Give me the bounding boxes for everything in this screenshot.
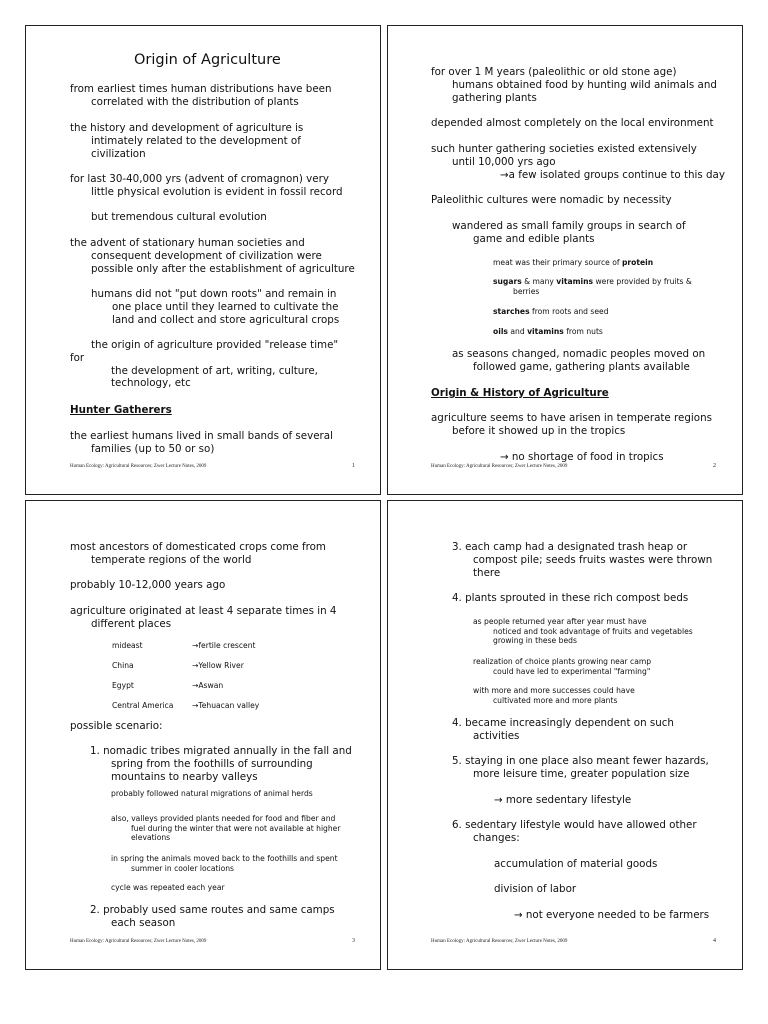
paragraph: division of labor: [494, 883, 577, 895]
paragraph: wandered as small family groups in search of game and edible plants: [452, 220, 686, 245]
numbered-point: 5. staying in one place also meant fewer hazards, more leisure time, greater population size: [452, 755, 709, 780]
paragraph: agriculture originated at least 4 separate times in 4 different places: [70, 605, 337, 630]
slide-footer: Human Ecology: Agricultural Resources; Zwer Lecture Notes, 2009: [70, 464, 207, 469]
sub-point: probably followed natural migrations of animal herds: [111, 789, 313, 798]
paragraph: for last 30-40,000 yrs (advent of cromagnon) very little physical evolution is evident in fossil record: [70, 173, 343, 198]
place-region: mideast: [112, 641, 143, 650]
numbered-point: 4. became increasingly dependent on such activities: [452, 717, 674, 742]
paragraph: → more sedentary lifestyle: [494, 794, 632, 806]
slide-footer: Human Ecology: Agricultural Resources; Zwer Lecture Notes, 2009: [431, 464, 568, 469]
sub-point: also, valleys provided plants needed for food and fiber and fuel during the winter that were not available at higher elevations: [111, 814, 341, 843]
paragraph: accumulation of material goods: [494, 858, 658, 870]
paragraph: possible scenario:: [70, 720, 163, 732]
paragraph: → no shortage of food in tropics: [500, 451, 664, 463]
numbered-point: 6. sedentary lifestyle would have allowed other changes:: [452, 819, 697, 844]
place-site: →Aswan: [192, 681, 224, 690]
sub-point: sugars & many vitamins were provided by fruits & berries: [493, 277, 692, 296]
paragraph: from earliest times human distributions have been correlated with the distribution of plants: [70, 83, 332, 108]
slide-4: [387, 500, 743, 970]
paragraph: Paleolithic cultures were nomadic by necessity: [431, 194, 672, 206]
place-region: Central America: [112, 701, 174, 710]
page-number: 1: [352, 463, 355, 469]
paragraph: for over 1 M years (paleolithic or old stone age) humans obtained food by hunting wild animals and gathering plants: [431, 66, 717, 104]
paragraph: → not everyone needed to be farmers: [514, 909, 710, 921]
numbered-point: 1. nomadic tribes migrated annually in the fall and spring from the foothills of surrounding mountains to nearby valleys: [90, 745, 352, 783]
sub-point: in spring the animals moved back to the foothills and spent summer in cooler locations: [111, 854, 338, 873]
paragraph: probably 10-12,000 years ago: [70, 579, 226, 591]
place-region: Egypt: [112, 681, 134, 690]
page-number: 2: [713, 463, 716, 469]
sub-point: meat was their primary source of protein: [493, 258, 654, 267]
sub-point: with more and more successes could have cultivated more and more plants: [473, 686, 635, 705]
place-site: →Tehuacan valley: [192, 701, 260, 710]
place-site: →Yellow River: [192, 661, 244, 670]
page-number: 3: [352, 938, 355, 944]
numbered-point: 2. probably used same routes and same camps each season: [90, 904, 335, 929]
place-region: China: [112, 661, 134, 670]
numbered-point: 3. each camp had a designated trash heap or compost pile; seeds fruits wastes were thrown there: [452, 541, 713, 579]
slide-1: [25, 25, 381, 495]
paragraph: but tremendous cultural evolution: [91, 211, 267, 223]
paragraph: agriculture seems to have arisen in temperate regions before it showed up in the tropics: [431, 412, 712, 437]
numbered-point: 4. plants sprouted in these rich compost beds: [452, 592, 689, 604]
section-heading: Origin & History of Agriculture: [431, 387, 609, 399]
slide-footer: Human Ecology: Agricultural Resources; Zwer Lecture Notes, 2009: [431, 939, 568, 944]
sub-point: starches from roots and seed: [493, 307, 609, 316]
paragraph: the advent of stationary human societies and consequent development of civilization were possible only after the establishment of agriculture: [70, 237, 355, 275]
paragraph: the history and development of agriculture is intimately related to the development of civilization: [70, 122, 304, 160]
paragraph: most ancestors of domesticated crops come from temperate regions of the world: [70, 541, 326, 566]
sub-point: as people returned year after year must have noticed and took advantage of fruits and vegetables growing in these beds: [473, 617, 693, 646]
paragraph: depended almost completely on the local environment: [431, 117, 714, 129]
page-number: 4: [713, 938, 716, 944]
sub-point: cycle was repeated each year: [111, 883, 225, 892]
paragraph: the origin of agriculture provided "release time" for the development of art, writing, culture, technology, etc: [70, 339, 339, 390]
sub-point: oils and vitamins from nuts: [493, 327, 603, 336]
slide-title: Origin of Agriculture: [134, 52, 281, 68]
slide-3: [25, 500, 381, 970]
paragraph: the earliest humans lived in small bands of several families (up to 50 or so): [70, 430, 333, 455]
sub-point: realization of choice plants growing near camp could have led to experimental "farming": [473, 657, 652, 676]
slide-2: [387, 25, 743, 495]
paragraph: as seasons changed, nomadic peoples moved on followed game, gathering plants available: [452, 348, 706, 373]
paragraph: humans did not "put down roots" and remain in one place until they learned to cultivate the land and collect and store agricultural crops: [91, 288, 340, 326]
section-heading: Hunter Gatherers: [70, 404, 172, 416]
paragraph: such hunter gathering societies existed extensively until 10,000 yrs ago →a few isolated groups continue to this day: [431, 143, 725, 181]
slide-footer: Human Ecology: Agricultural Resources; Zwer Lecture Notes, 2009: [70, 939, 207, 944]
place-site: →fertile crescent: [192, 641, 256, 650]
